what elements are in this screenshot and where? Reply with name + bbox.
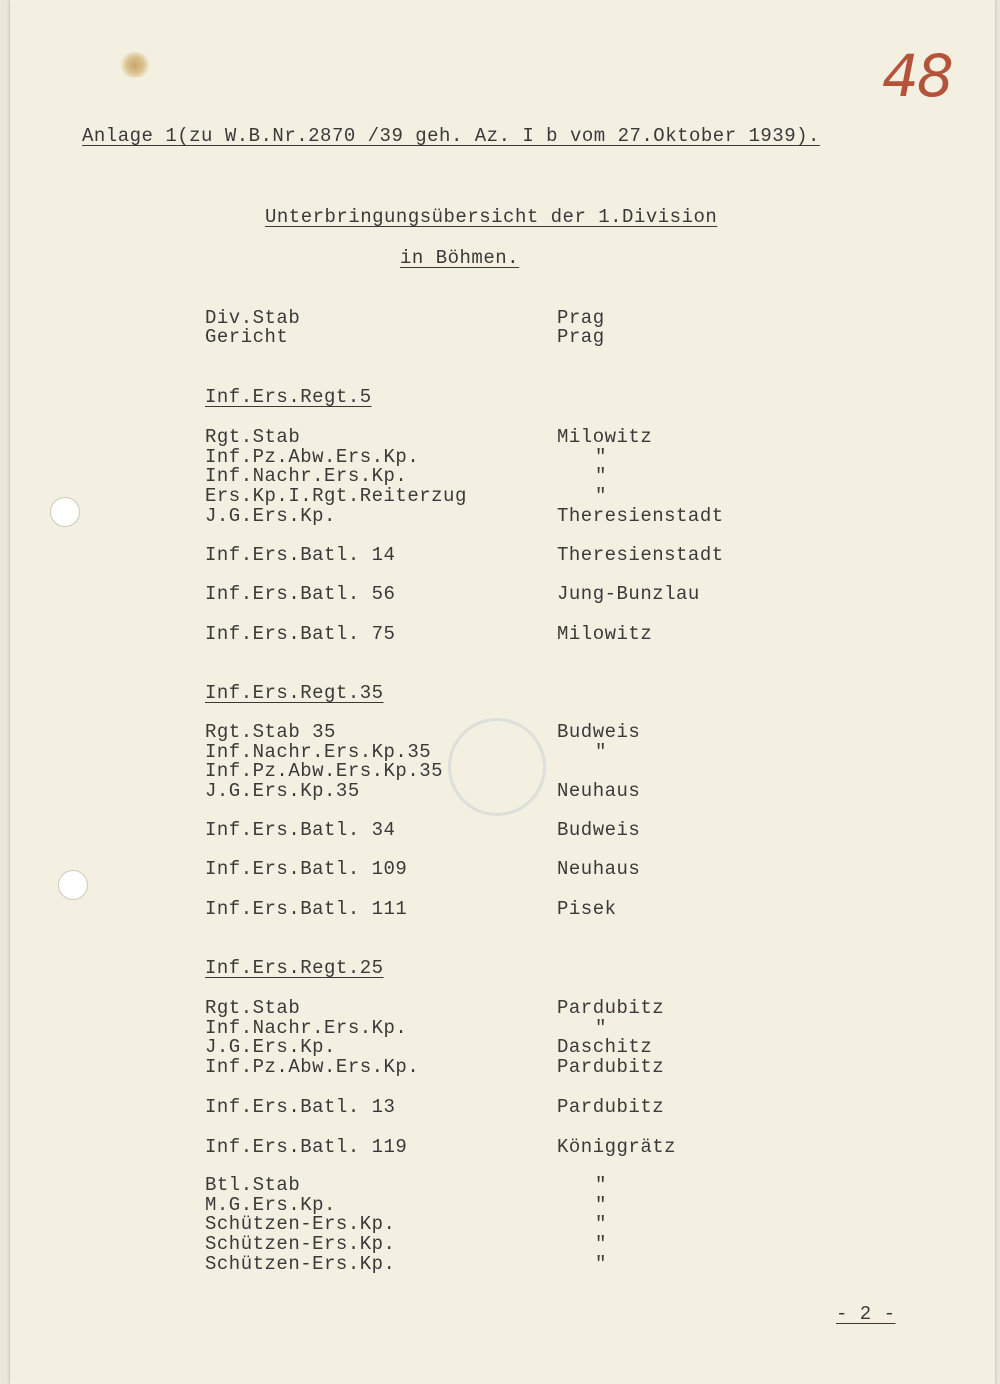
faded-stamp: [448, 718, 546, 816]
unit-name: Inf.Ers.Batl. 109: [205, 858, 408, 880]
unit-name: Inf.Ers.Batl. 111: [205, 898, 408, 920]
unit-location: ": [595, 1174, 607, 1196]
unit-name: Inf.Pz.Abw.Ers.Kp.: [205, 446, 420, 468]
unit-location: ": [595, 465, 607, 487]
unit-name: Inf.Nachr.Ers.Kp.: [205, 465, 408, 487]
unit-name: Inf.Ers.Batl. 14: [205, 544, 396, 566]
unit-name: Rgt.Stab 35: [205, 721, 336, 743]
unit-location: ": [595, 485, 607, 507]
unit-location: ": [595, 1253, 607, 1275]
page-number: - 2 -: [836, 1303, 896, 1325]
unit-location: Milowitz: [557, 623, 653, 645]
folio-mark: 48: [882, 42, 952, 110]
unit-name: J.G.Ers.Kp.35: [205, 780, 360, 802]
water-stain: [120, 52, 150, 78]
unit-location: Milowitz: [557, 426, 653, 448]
unit-name: Inf.Nachr.Ers.Kp.: [205, 1017, 408, 1039]
unit-name: Inf.Nachr.Ers.Kp.35: [205, 741, 432, 763]
unit-location: ": [595, 741, 607, 763]
document-header: Anlage 1(zu W.B.Nr.2870 /39 geh. Az. I b vom 27.Oktober 1939).: [82, 125, 820, 147]
unit-name: Ers.Kp.I.Rgt.Reiterzug: [205, 485, 467, 507]
unit-location: ": [595, 1213, 607, 1235]
document-title: Unterbringungsübersicht der 1.Division: [265, 206, 718, 228]
unit-location: Budweis: [557, 819, 641, 841]
punch-hole-upper: [50, 497, 80, 527]
unit-name: Inf.Ers.Batl. 75: [205, 623, 396, 645]
unit-location: Neuhaus: [557, 780, 641, 802]
unit-location: Pardubitz: [557, 997, 665, 1019]
unit-name: Schützen-Ers.Kp.: [205, 1213, 396, 1235]
unit-location: ": [595, 446, 607, 468]
section-heading: Inf.Ers.Regt.35: [205, 682, 384, 704]
unit-name: Inf.Pz.Abw.Ers.Kp.35: [205, 760, 444, 782]
unit-location: Neuhaus: [557, 858, 641, 880]
section-heading: Inf.Ers.Regt.5: [205, 386, 372, 408]
unit-name: Inf.Ers.Batl. 34: [205, 819, 396, 841]
unit-name: Btl.Stab: [205, 1174, 301, 1196]
unit-location: Theresienstadt: [557, 544, 724, 566]
unit-name: Gericht: [205, 326, 289, 348]
unit-location: Prag: [557, 307, 605, 329]
punch-hole-lower: [58, 870, 88, 900]
unit-name: Inf.Pz.Abw.Ers.Kp.: [205, 1056, 420, 1078]
unit-name: M.G.Ers.Kp.: [205, 1194, 336, 1216]
unit-location: ": [595, 1194, 607, 1216]
unit-name: Schützen-Ers.Kp.: [205, 1233, 396, 1255]
unit-name: J.G.Ers.Kp.: [205, 1036, 336, 1058]
unit-name: Inf.Ers.Batl. 13: [205, 1096, 396, 1118]
document-subtitle: in Böhmen.: [400, 247, 520, 269]
unit-location: Theresienstadt: [557, 505, 724, 527]
unit-location: Daschitz: [557, 1036, 653, 1058]
unit-location: ": [595, 1233, 607, 1255]
unit-name: Div.Stab: [205, 307, 301, 329]
unit-location: Budweis: [557, 721, 641, 743]
unit-name: Inf.Ers.Batl. 56: [205, 583, 396, 605]
unit-location: Pisek: [557, 898, 617, 920]
unit-name: Schützen-Ers.Kp.: [205, 1253, 396, 1275]
unit-location: ": [595, 1017, 607, 1039]
unit-location: Pardubitz: [557, 1056, 665, 1078]
unit-name: Inf.Ers.Batl. 119: [205, 1136, 408, 1158]
unit-location: Königgrätz: [557, 1136, 677, 1158]
unit-location: Prag: [557, 326, 605, 348]
section-heading: Inf.Ers.Regt.25: [205, 957, 384, 979]
unit-name: J.G.Ers.Kp.: [205, 505, 336, 527]
unit-location: Jung-Bunzlau: [557, 583, 700, 605]
unit-name: Rgt.Stab: [205, 997, 301, 1019]
unit-name: Rgt.Stab: [205, 426, 301, 448]
unit-location: Pardubitz: [557, 1096, 665, 1118]
